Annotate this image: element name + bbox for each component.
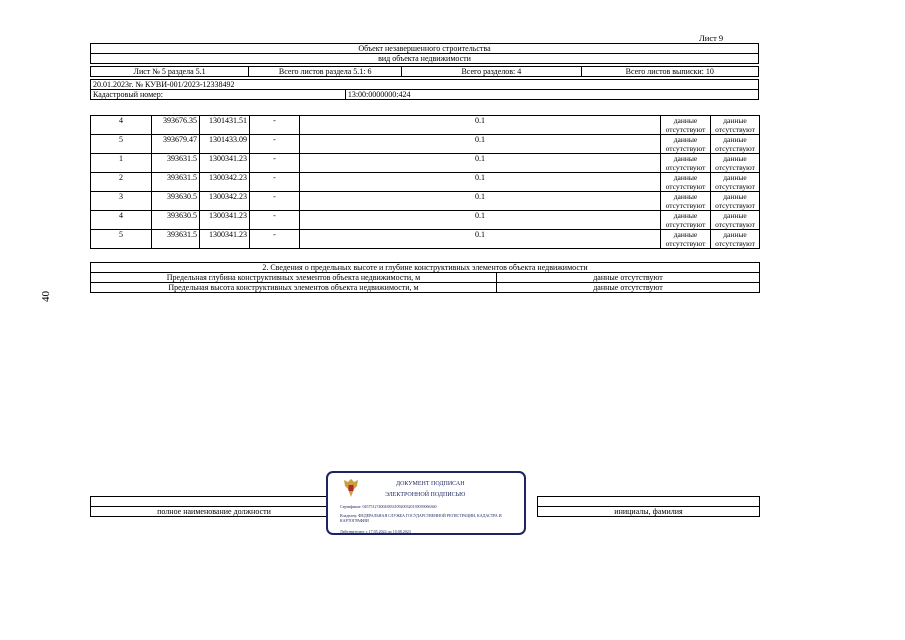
total-sheets-section: Всего листов раздела 5.1: 6 — [249, 67, 402, 77]
coord-y: 1300341.23 — [200, 154, 250, 173]
stamp-certificate: Сертификат: 0457512740043833109200320139039066360 — [340, 504, 437, 509]
data-cell-2: данные отсутствуют — [711, 230, 760, 249]
data-cell-1: данные отсутствуют — [661, 135, 711, 154]
point-number: 4 — [91, 116, 152, 135]
header-table — [90, 43, 759, 100]
coord-x: 393631.5 — [152, 230, 200, 249]
table-row — [91, 154, 760, 173]
name-label: инициалы, фамилия — [538, 507, 760, 517]
coord-x: 393679.47 — [152, 135, 200, 154]
total-sections: Всего разделов: 4 — [402, 67, 581, 77]
data-cell-2: данные отсутствуют — [711, 154, 760, 173]
point-number: 3 — [91, 192, 152, 211]
position-label: полное наименование должности — [91, 507, 338, 517]
accuracy: 0.1 — [300, 173, 661, 192]
coord-x: 393631.5 — [152, 154, 200, 173]
point-number: 5 — [91, 135, 152, 154]
depth-label: Предельная глубина конструктивных элементов объекта недвижимости, м — [91, 273, 497, 283]
section2-title: 2. Сведения о предельных высоте и глубине конструктивных элементов объекта недвижимости — [91, 263, 760, 273]
height-label: Предельная высота конструктивных элементов объекта недвижимости, м — [91, 283, 497, 293]
accuracy: 0.1 — [300, 154, 661, 173]
dash-cell: - — [250, 192, 300, 211]
total-sheets-extract: Всего листов выписки: 10 — [581, 67, 758, 77]
stamp-line1: ДОКУМЕНТ ПОДПИСАН — [396, 481, 465, 487]
table-row — [91, 192, 760, 211]
data-cell-1: данные отсутствуют — [661, 116, 711, 135]
data-cell-1: данные отсутствуют — [661, 173, 711, 192]
coord-x: 393676.35 — [152, 116, 200, 135]
coord-y: 1300341.23 — [200, 230, 250, 249]
accuracy: 0.1 — [300, 135, 661, 154]
accuracy: 0.1 — [300, 211, 661, 230]
coord-x: 393630.5 — [152, 192, 200, 211]
table-row — [91, 173, 760, 192]
stamp-validity: Действителен: с 17.05.2022 по 10.08.2023 — [340, 529, 411, 534]
data-cell-2: данные отсутствуют — [711, 211, 760, 230]
table-row — [91, 135, 760, 154]
data-cell-2: данные отсутствуют — [711, 135, 760, 154]
section2-table — [90, 262, 760, 293]
dash-cell: - — [250, 116, 300, 135]
e-signature-stamp — [326, 471, 526, 535]
data-cell-1: данные отсутствуют — [661, 154, 711, 173]
object-type-title: Объект незавершенного строительства — [91, 44, 759, 54]
data-cell-1: данные отсутствуют — [661, 230, 711, 249]
dash-cell: - — [250, 135, 300, 154]
coord-y: 1300342.23 — [200, 192, 250, 211]
height-value: данные отсутствуют — [497, 283, 760, 293]
stamp-owner: Владелец: ФЕДЕРАЛЬНАЯ СЛУЖБА ГОСУДАРСТВЕННОЙ РЕГИСТРАЦИИ, КАДАСТРА И КАРТОГРАФИИ — [340, 513, 502, 523]
stamp-line2: ЭЛЕКТРОННОЙ ПОДПИСЬЮ — [385, 492, 466, 498]
dash-cell: - — [250, 211, 300, 230]
page-number: 40 — [40, 291, 52, 302]
coordinates-table — [90, 115, 760, 249]
data-cell-2: данные отсутствуют — [711, 173, 760, 192]
point-number: 5 — [91, 230, 152, 249]
coord-y: 1301431.51 — [200, 116, 250, 135]
point-number: 1 — [91, 154, 152, 173]
depth-value: данные отсутствуют — [497, 273, 760, 283]
dash-cell: - — [250, 173, 300, 192]
data-cell-1: данные отсутствуют — [661, 192, 711, 211]
data-cell-2: данные отсутствуют — [711, 192, 760, 211]
sheet-info: Лист № 5 раздела 5.1 — [91, 67, 249, 77]
accuracy: 0.1 — [300, 230, 661, 249]
coord-x: 393631.5 — [152, 173, 200, 192]
data-cell-2: данные отсутствуют — [711, 116, 760, 135]
coord-y: 1301433.09 — [200, 135, 250, 154]
point-number: 4 — [91, 211, 152, 230]
object-kind: вид объекта недвижимости — [91, 54, 759, 64]
cadastral-value: 13:00:0000000:424 — [345, 90, 758, 100]
point-number: 2 — [91, 173, 152, 192]
data-cell-1: данные отсутствуют — [661, 211, 711, 230]
sheet-label: Лист 9 — [699, 33, 724, 43]
coord-x: 393630.5 — [152, 211, 200, 230]
table-row — [91, 230, 760, 249]
dash-cell: - — [250, 154, 300, 173]
date-number: 20.01.2023г. № КУВИ-001/2023-12338492 — [91, 80, 759, 90]
coat-of-arms-icon — [342, 477, 360, 499]
coord-y: 1300341.23 — [200, 211, 250, 230]
dash-cell: - — [250, 230, 300, 249]
accuracy: 0.1 — [300, 116, 661, 135]
table-row — [91, 116, 760, 135]
table-row — [91, 211, 760, 230]
accuracy: 0.1 — [300, 192, 661, 211]
cadastral-label: Кадастровый номер: — [91, 90, 346, 100]
coord-y: 1300342.23 — [200, 173, 250, 192]
